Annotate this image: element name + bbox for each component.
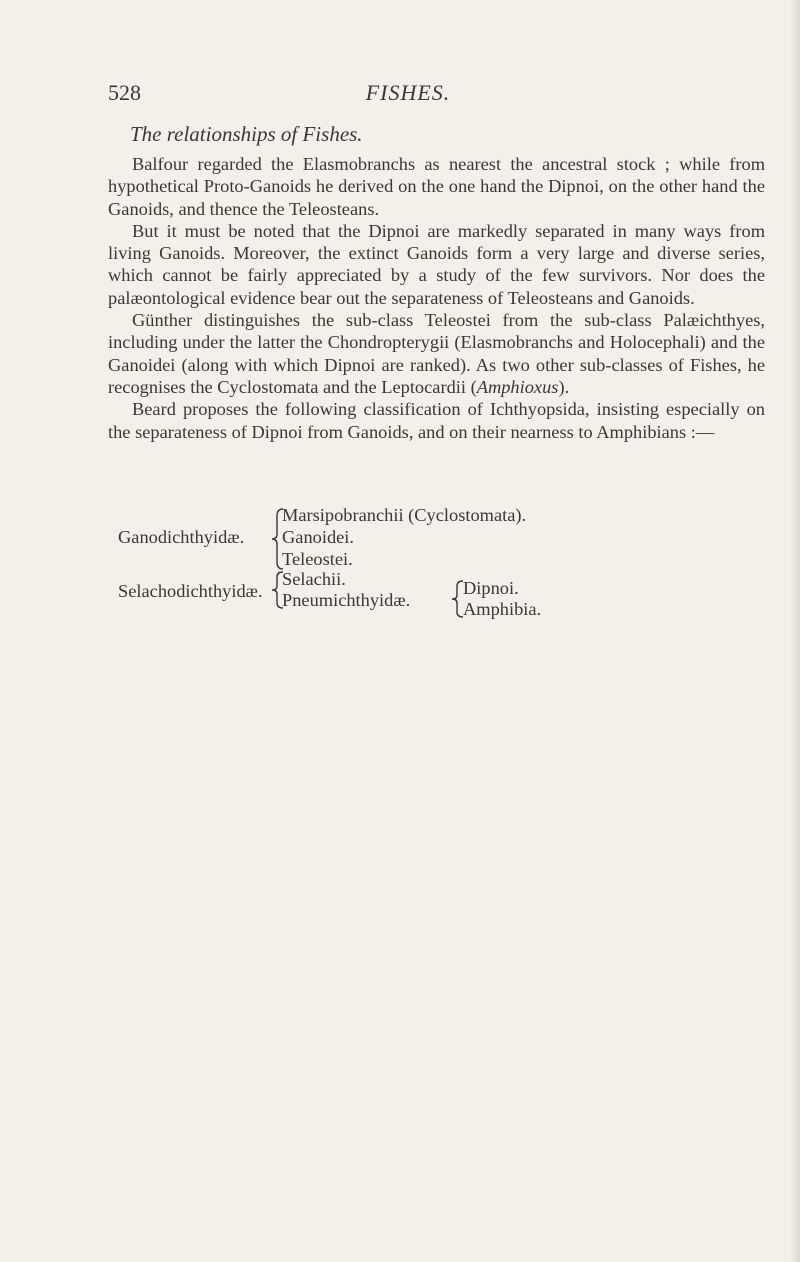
member-dipnoi: Dipnoi. <box>463 578 519 598</box>
paragraph: But it must be noted that the Dipnoi are markedly separated in many ways from living Ganoids. Moreover, the extinct Ganoids form a very large and diverse series, which cannot be fairly appreciated by a study of the few survivors. Nor does the palæontological evidence bear out the separateness of Teleosteans and Ganoids. <box>108 220 765 308</box>
group-label-selachodichthyidae: Selachodichthyidæ. <box>118 581 263 601</box>
member-teleostei: Teleostei. <box>282 549 353 569</box>
member-pneumichthyidae: Pneumichthyidæ. <box>282 590 411 610</box>
page-edge-shadow <box>790 0 800 1262</box>
page-number: 528 <box>108 80 141 105</box>
section-title: The relationships of Fishes. <box>130 122 363 146</box>
italic-genus-name: Amphioxus <box>476 376 559 397</box>
paragraph: Günther distinguishes the sub-class Teleostei from the sub-class Palæichthyes, including under the latter the Chondropterygii (Elasmobranchs and Holocephali) and the Ganoidei (along with which Dipnoi are ranked). As two other sub-classes of Fishes, he recognises the Cyclostomata and the Leptocardii (Amphioxus). <box>108 310 765 397</box>
running-head: FISHES. <box>365 80 451 105</box>
group-label-ganodichthyidae: Ganodichthyidæ. <box>118 527 245 547</box>
paragraph: Balfour regarded the Elasmobranchs as nearest the ancestral stock ; while from hypothetical Proto-Ganoids he derived on the one hand the Dipnoi, on the other hand the Ganoids, and thence the Teleosteans. <box>108 154 765 219</box>
member-selachii: Selachii. <box>282 569 346 589</box>
member-ganoidei: Ganoidei. <box>282 527 355 547</box>
member-marsipobranchii: Marsipobranchii (Cyclostomata). <box>282 505 527 525</box>
member-amphibia: Amphibia. <box>463 599 542 619</box>
paragraph: Beard proposes the following classification of Ichthyopsida, insisting especially on the separateness of Dipnoi from Ganoids, and on their nearness to Amphibians :— <box>108 399 765 442</box>
